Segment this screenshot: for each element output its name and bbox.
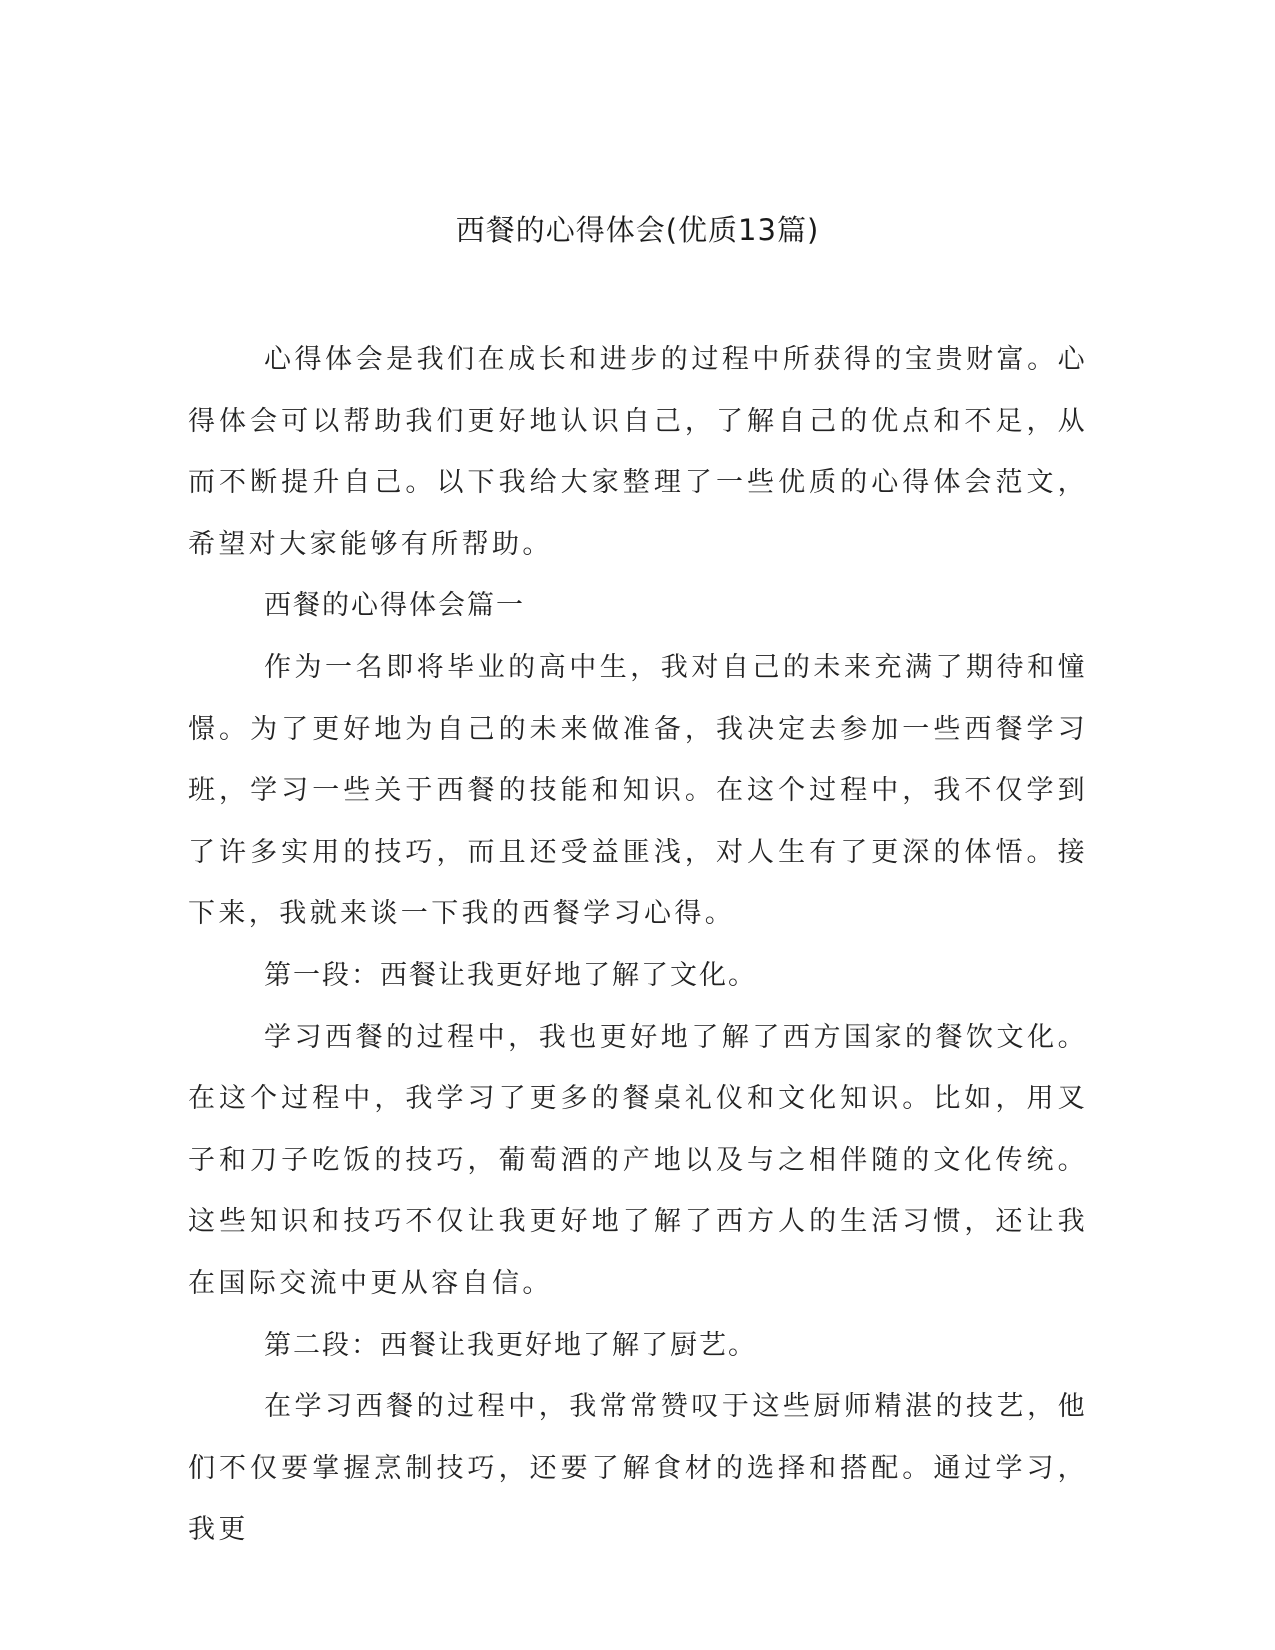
subheading-paragraph-2: 第二段：西餐让我更好地了解了厨艺。 [264, 1329, 757, 1361]
body-paragraph: 学习西餐的过程中，我也更好地了解了西方国家的餐饮文化。在这个过程中，我学习了更多的餐桌礼仪和文化知识。比如，用叉子和刀子吃饭的技巧，葡萄酒的产地以及与之相伴随的文化传统。这些知识和技巧不仅让我更好地了解了西方人的生活习惯，还让我在国际交流中更从容自信。 [188, 1021, 1088, 1299]
section-heading-1: 西餐的心得体会篇一 [264, 590, 525, 622]
document-title: 西餐的心得体会(优质13篇) [455, 213, 820, 247]
body-paragraph: 在学习西餐的过程中，我常常赞叹于这些厨师精湛的技艺，他们不仅要掌握烹制技巧，还要了解食材的选择和搭配。通过学习，我更 [188, 1391, 1088, 1546]
document-body [188, 329, 1088, 1561]
body-paragraph: 作为一名即将毕业的高中生，我对自己的未来充满了期待和憧憬。为了更好地为自己的未来做准备，我决定去参加一些西餐学习班，学习一些关于西餐的技能和知识。在这个过程中，我不仅学到了许多实用的技巧，而且还受益匪浅，对人生有了更深的体悟。接下来，我就来谈一下我的西餐学习心得。 [188, 651, 1088, 930]
intro-paragraph: 心得体会是我们在成长和进步的过程中所获得的宝贵财富。心得体会可以帮助我们更好地认识自己，了解自己的优点和不足，从而不断提升自己。以下我给大家整理了一些优质的心得体会范文，希望对大家能够有所帮助。 [188, 344, 1088, 560]
subheading-paragraph-1: 第一段：西餐让我更好地了解了文化。 [264, 959, 757, 991]
